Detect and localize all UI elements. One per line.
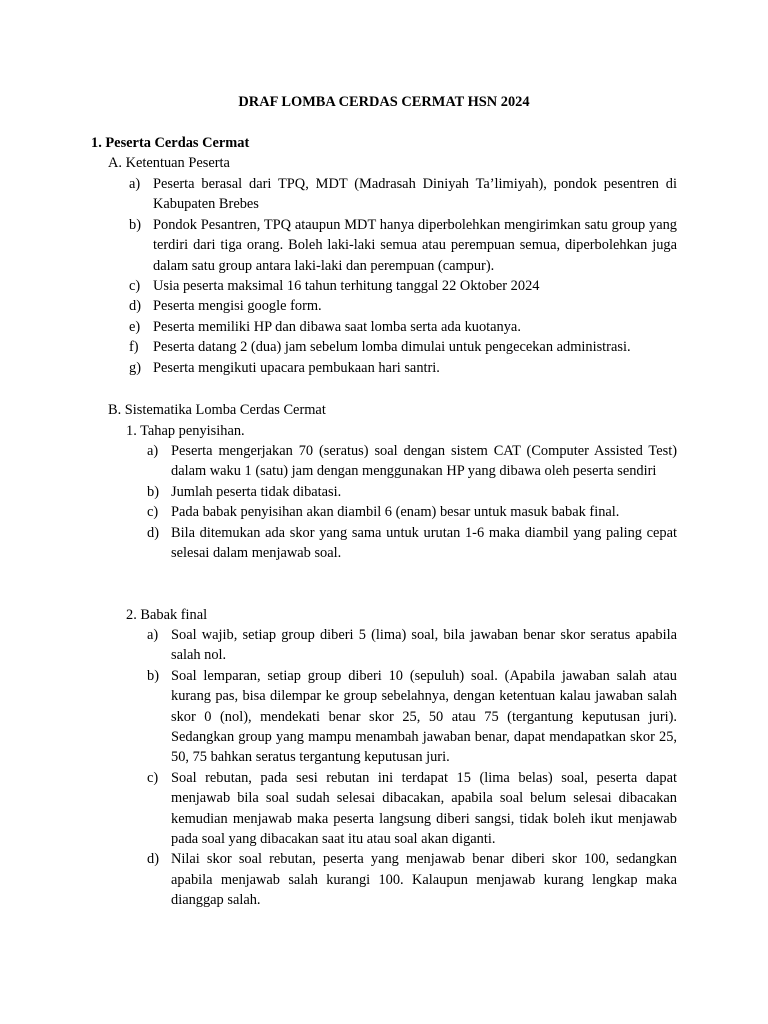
list-item-text: Jumlah peserta tidak dibatasi.: [171, 483, 342, 500]
list-item: [147, 502, 677, 522]
section-heading: 1. Peserta Cerdas Cermat: [91, 135, 250, 151]
list-item-text: Peserta mengerjakan 70 (seratus) soal dengan sistem CAT (Computer Assisted Test) dalam waku 1 (satu) jam dengan menggunakan HP yang dibawa oleh peserta sendiri: [171, 443, 677, 480]
list-item: [129, 174, 677, 215]
list-item-text: Soal wajib, setiap group diberi 5 (lima) soal, bila jawaban benar skor seratus apabila salah nol.: [171, 627, 677, 664]
list-item: [147, 441, 677, 482]
stage-heading-final: 2. Babak final: [126, 607, 208, 623]
list-item: [129, 296, 677, 316]
list-item-text: Pada babak penyisihan akan diambil 6 (enam) besar untuk masuk babak final.: [171, 504, 620, 521]
list-item-text: Pondok Pesantren, TPQ ataupun MDT hanya diperbolehkan mengirimkan satu group yang terdiri dari tiga orang. Boleh laki-laki semua atau perempuan semua, diperbolehkan juga dalam satu group antara laki-laki dan perempuan (campur).: [153, 216, 677, 274]
subsection-heading-a: A. Ketentuan Peserta: [108, 155, 230, 171]
list-item-text: Peserta datang 2 (dua) jam sebelum lomba dimulai untuk pengecekan administrasi.: [153, 339, 631, 356]
list-item: [147, 523, 677, 564]
list-item-label: b): [147, 667, 159, 684]
list-item-text: Nilai skor soal rebutan, peserta yang menjawab benar diberi skor 100, sedangkan apabila menjawab salah kurangi 100. Kalaupun menjawab kurang lengkap maka dianggap salah.: [171, 851, 677, 909]
list-item-label: f): [129, 339, 139, 356]
participant-rules-list: [129, 174, 677, 378]
list-item-text: Peserta mengikuti upacara pembukaan hari santri.: [153, 359, 440, 376]
list-item-label: b): [129, 216, 141, 233]
list-item: [147, 849, 677, 910]
list-item-text: Peserta memiliki HP dan dibawa saat lomba serta ada kuotanya.: [153, 318, 521, 335]
list-item: [147, 482, 677, 502]
list-item-label: c): [147, 769, 159, 786]
list-item-label: b): [147, 483, 159, 500]
list-item-text: Peserta mengisi google form.: [153, 298, 322, 315]
list-item: [147, 666, 677, 768]
list-item: [129, 317, 677, 337]
final-stage-list: [147, 625, 677, 911]
list-item-text: Bila ditemukan ada skor yang sama untuk urutan 1-6 maka diambil yang paling cepat selesai dalam menjawab soal.: [171, 524, 677, 562]
list-item-label: d): [147, 524, 159, 541]
list-item: [147, 768, 677, 850]
list-item: [129, 337, 677, 357]
list-item-label: d): [129, 298, 141, 315]
list-item-label: c): [129, 278, 141, 295]
list-item-text: Soal rebutan, pada sesi rebutan ini terdapat 15 (lima belas) soal, peserta dapat menjawab bila soal sudah selesai dibacakan, apabila soal belum selesai dibacakan kemudian menjawab maka peserta langsung diberi sangsi, tidak boleh ikut menjawab pada soal yang dibacakan saat itu atau soal akan diganti.: [171, 769, 677, 848]
list-item: [129, 276, 677, 296]
list-item: [147, 625, 677, 666]
list-item-label: d): [147, 851, 159, 868]
list-item-label: c): [147, 504, 159, 521]
stage-heading-preliminary: 1. Tahap penyisihan.: [126, 423, 245, 439]
list-item-text: Usia peserta maksimal 16 tahun terhitung tanggal 22 Oktober 2024: [153, 278, 540, 295]
subsection-heading-b: B. Sistematika Lomba Cerdas Cermat: [108, 402, 326, 418]
preliminary-stage-list: [147, 441, 677, 563]
list-item-label: a): [147, 627, 159, 643]
list-item: [129, 358, 677, 378]
list-item-label: e): [129, 318, 141, 335]
list-item: [129, 215, 677, 276]
list-item-label: g): [129, 359, 141, 376]
list-item-text: Soal lemparan, setiap group diberi 10 (sepuluh) soal. (Apabila jawaban salah atau kurang pas, bisa dilempar ke group sebelahnya, dengan ketentuan kalau jawaban salah skor 0 (nol), mendekati benar skor 25, 50 atau 75 (tergantung keputusan juri). Sedangkan group yang mampu menambah jawaban benar, dapat mendapatkan skor 25, 50, 75 bahkan seratus tergantung keputusan juri.: [171, 667, 677, 766]
list-item-text: Peserta berasal dari TPQ, MDT (Madrasah Diniyah Ta’limiyah), pondok pesentren di Kabupaten Brebes: [153, 176, 677, 213]
document-title: DRAF LOMBA CERDAS CERMAT HSN 2024: [238, 94, 530, 110]
list-item-label: a): [147, 443, 159, 459]
list-item-label: a): [129, 176, 141, 192]
